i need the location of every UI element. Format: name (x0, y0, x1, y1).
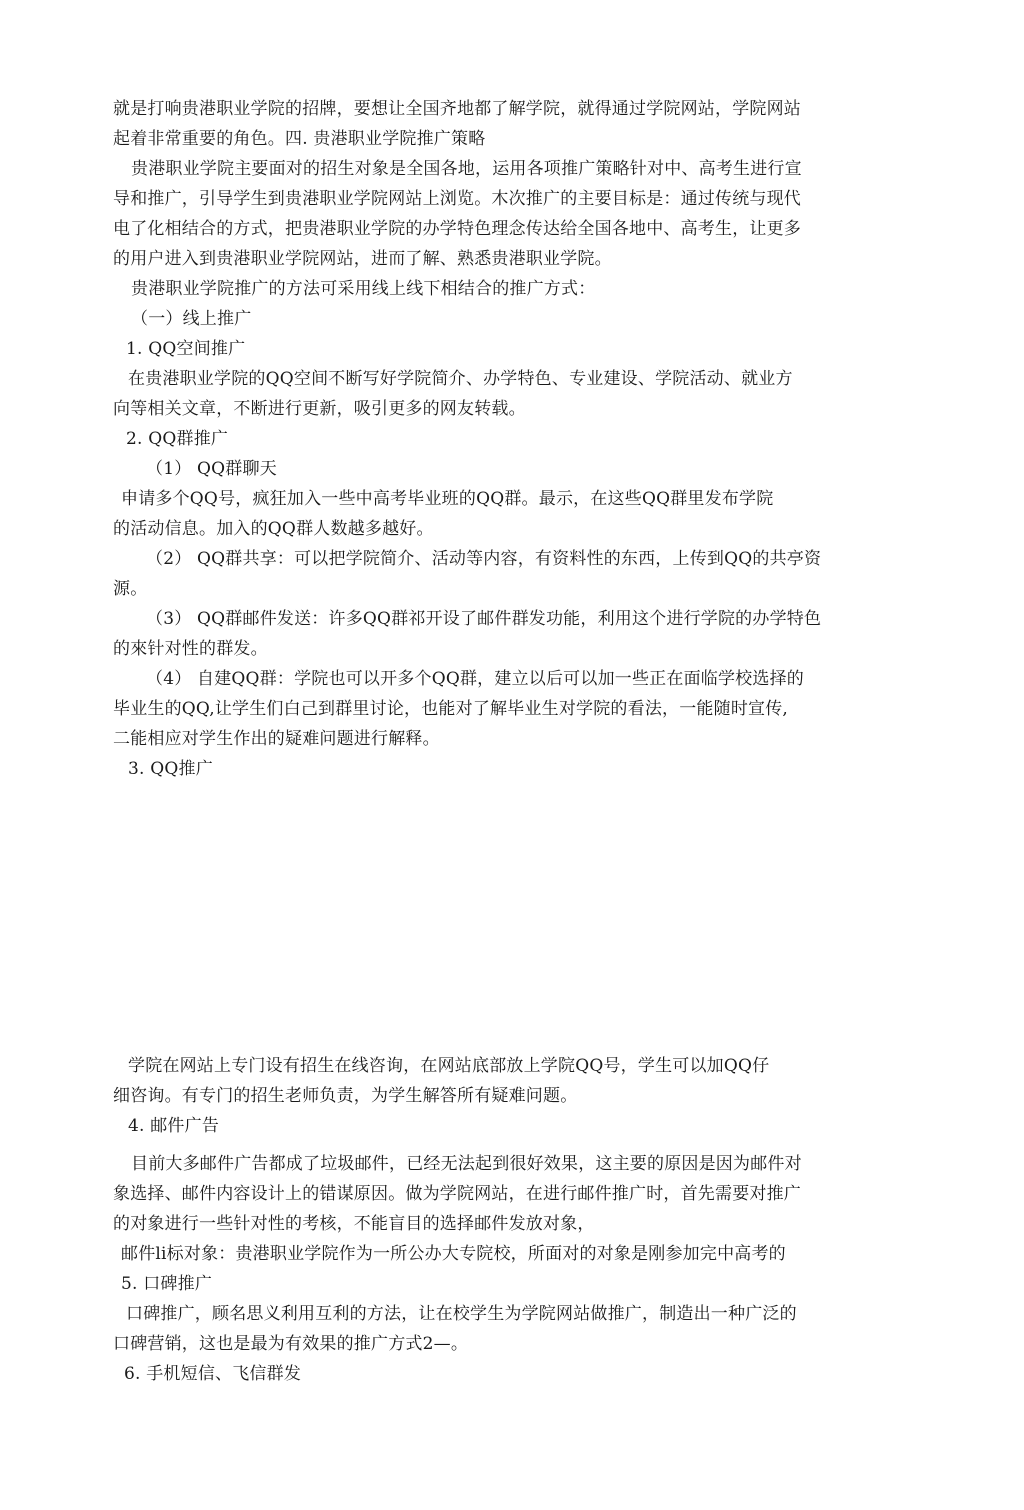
text-line: 的用户进入到贵港职业学院网站，进而了解、熟悉贵港职业学院。 (113, 249, 612, 269)
text-line: 电了化相结合的方式，把贵港职业学院的办学特色理念传达给全国各地中、高考生，让更多 (113, 219, 801, 239)
text-line: 在贵港职业学院的QQ空间不断写好学院简介、办学特色、专业建设、学院活动、就业方 (128, 369, 793, 389)
item-heading: 1. QQ空间推广 (126, 339, 246, 359)
text-line: （2） QQ群共享：可以把学院简介、活动等内容，有资料性的东西，上传到QQ的共亭资 (146, 549, 822, 569)
text-line: 目前大多邮件广告都成了垃圾邮件，已经无法起到很好效果，这主要的原因是因为邮件对 (131, 1154, 802, 1174)
text-line: 的來针对性的群发。 (113, 639, 268, 659)
text-line: 二能相应对学生作出的疑难问题进行解释。 (113, 729, 440, 749)
text-line: 起着非常重要的角色。四. 贵港职业学院推广策略 (113, 129, 486, 149)
text-line: 象选择、邮件内容设计上的错谋原因。做为学院网站，在进行邮件推广时，首先需要对推广 (113, 1184, 801, 1204)
text-line: 毕业生的QQ,让学生们白己到群里讨论，也能对了解毕业生对学院的看法，一能随时宣传, (113, 699, 789, 719)
text-line: 细咨询。有专门的招生老师负责，为学生解答所有疑难问题。 (113, 1086, 578, 1106)
text-line: 邮件li标对象：贵港职业学院作为一所公办大专院校，所面对的对象是刚参加完中高考的 (121, 1244, 786, 1264)
text-line: 的对象进行一些针对性的考核，不能盲目的选择邮件发放对象， (113, 1214, 595, 1234)
text-line: 导和推广，引导学生到贵港职业学院网站上浏览。木次推广的主要目标是：通过传统与现代 (113, 189, 801, 209)
text-line: 向等相关文章，不断进行更新，吸引更多的网友转载。 (113, 399, 526, 419)
text-line: 贵港职业学院推广的方法可采用线上线下相结合的推广方式： (131, 279, 596, 299)
text-line: 就是打响贵港职业学院的招牌，要想让全国齐地都了解学院，就得通过学院网站，学院网站 (113, 99, 801, 119)
text-line: （4） 自建QQ群：学院也可以开多个QQ群，建立以后可以加一些正在面临学校选择的 (146, 669, 804, 689)
item-heading: 4. 邮件广告 (128, 1116, 220, 1136)
section-heading: （一）线上推广 (131, 309, 252, 329)
text-line: 学院在网站上专门设有招生在线咨询，在网站底部放上学院QQ号，学生可以加QQ仔 (128, 1056, 770, 1076)
item-heading: 5. 口碑推广 (121, 1274, 213, 1294)
text-line: 口碑推广，顾名思义利用互利的方法，让在校学生为学院网站做推广，制造出一种广泛的 (126, 1304, 797, 1324)
text-line: 的活动信息。加入的QQ群人数越多越好。 (113, 519, 434, 539)
text-line: 源。 (113, 579, 148, 599)
item-heading: 3. QQ推广 (128, 759, 213, 779)
text-line: 申请多个QQ号，疯狂加入一些中高考毕业班的QQ群。最示，在这些QQ群里发布学院 (121, 489, 774, 509)
text-line: （3） QQ群邮件发送：许多QQ群祁开设了邮件群发功能，利用这个进行学院的办学特色 (146, 609, 822, 629)
item-heading: 6. 手机短信、飞信群发 (124, 1364, 302, 1384)
item-heading: 2. QQ群推广 (126, 429, 229, 449)
text-line: 贵港职业学院主要面对的招生对象是全国各地，运用各项推广策略针对中、高考生进行宣 (131, 159, 802, 179)
text-line: 口碑营销，这也是最为有效果的推广方式2—。 (113, 1334, 469, 1354)
sub-item-heading: （1） QQ群聊天 (146, 459, 277, 479)
